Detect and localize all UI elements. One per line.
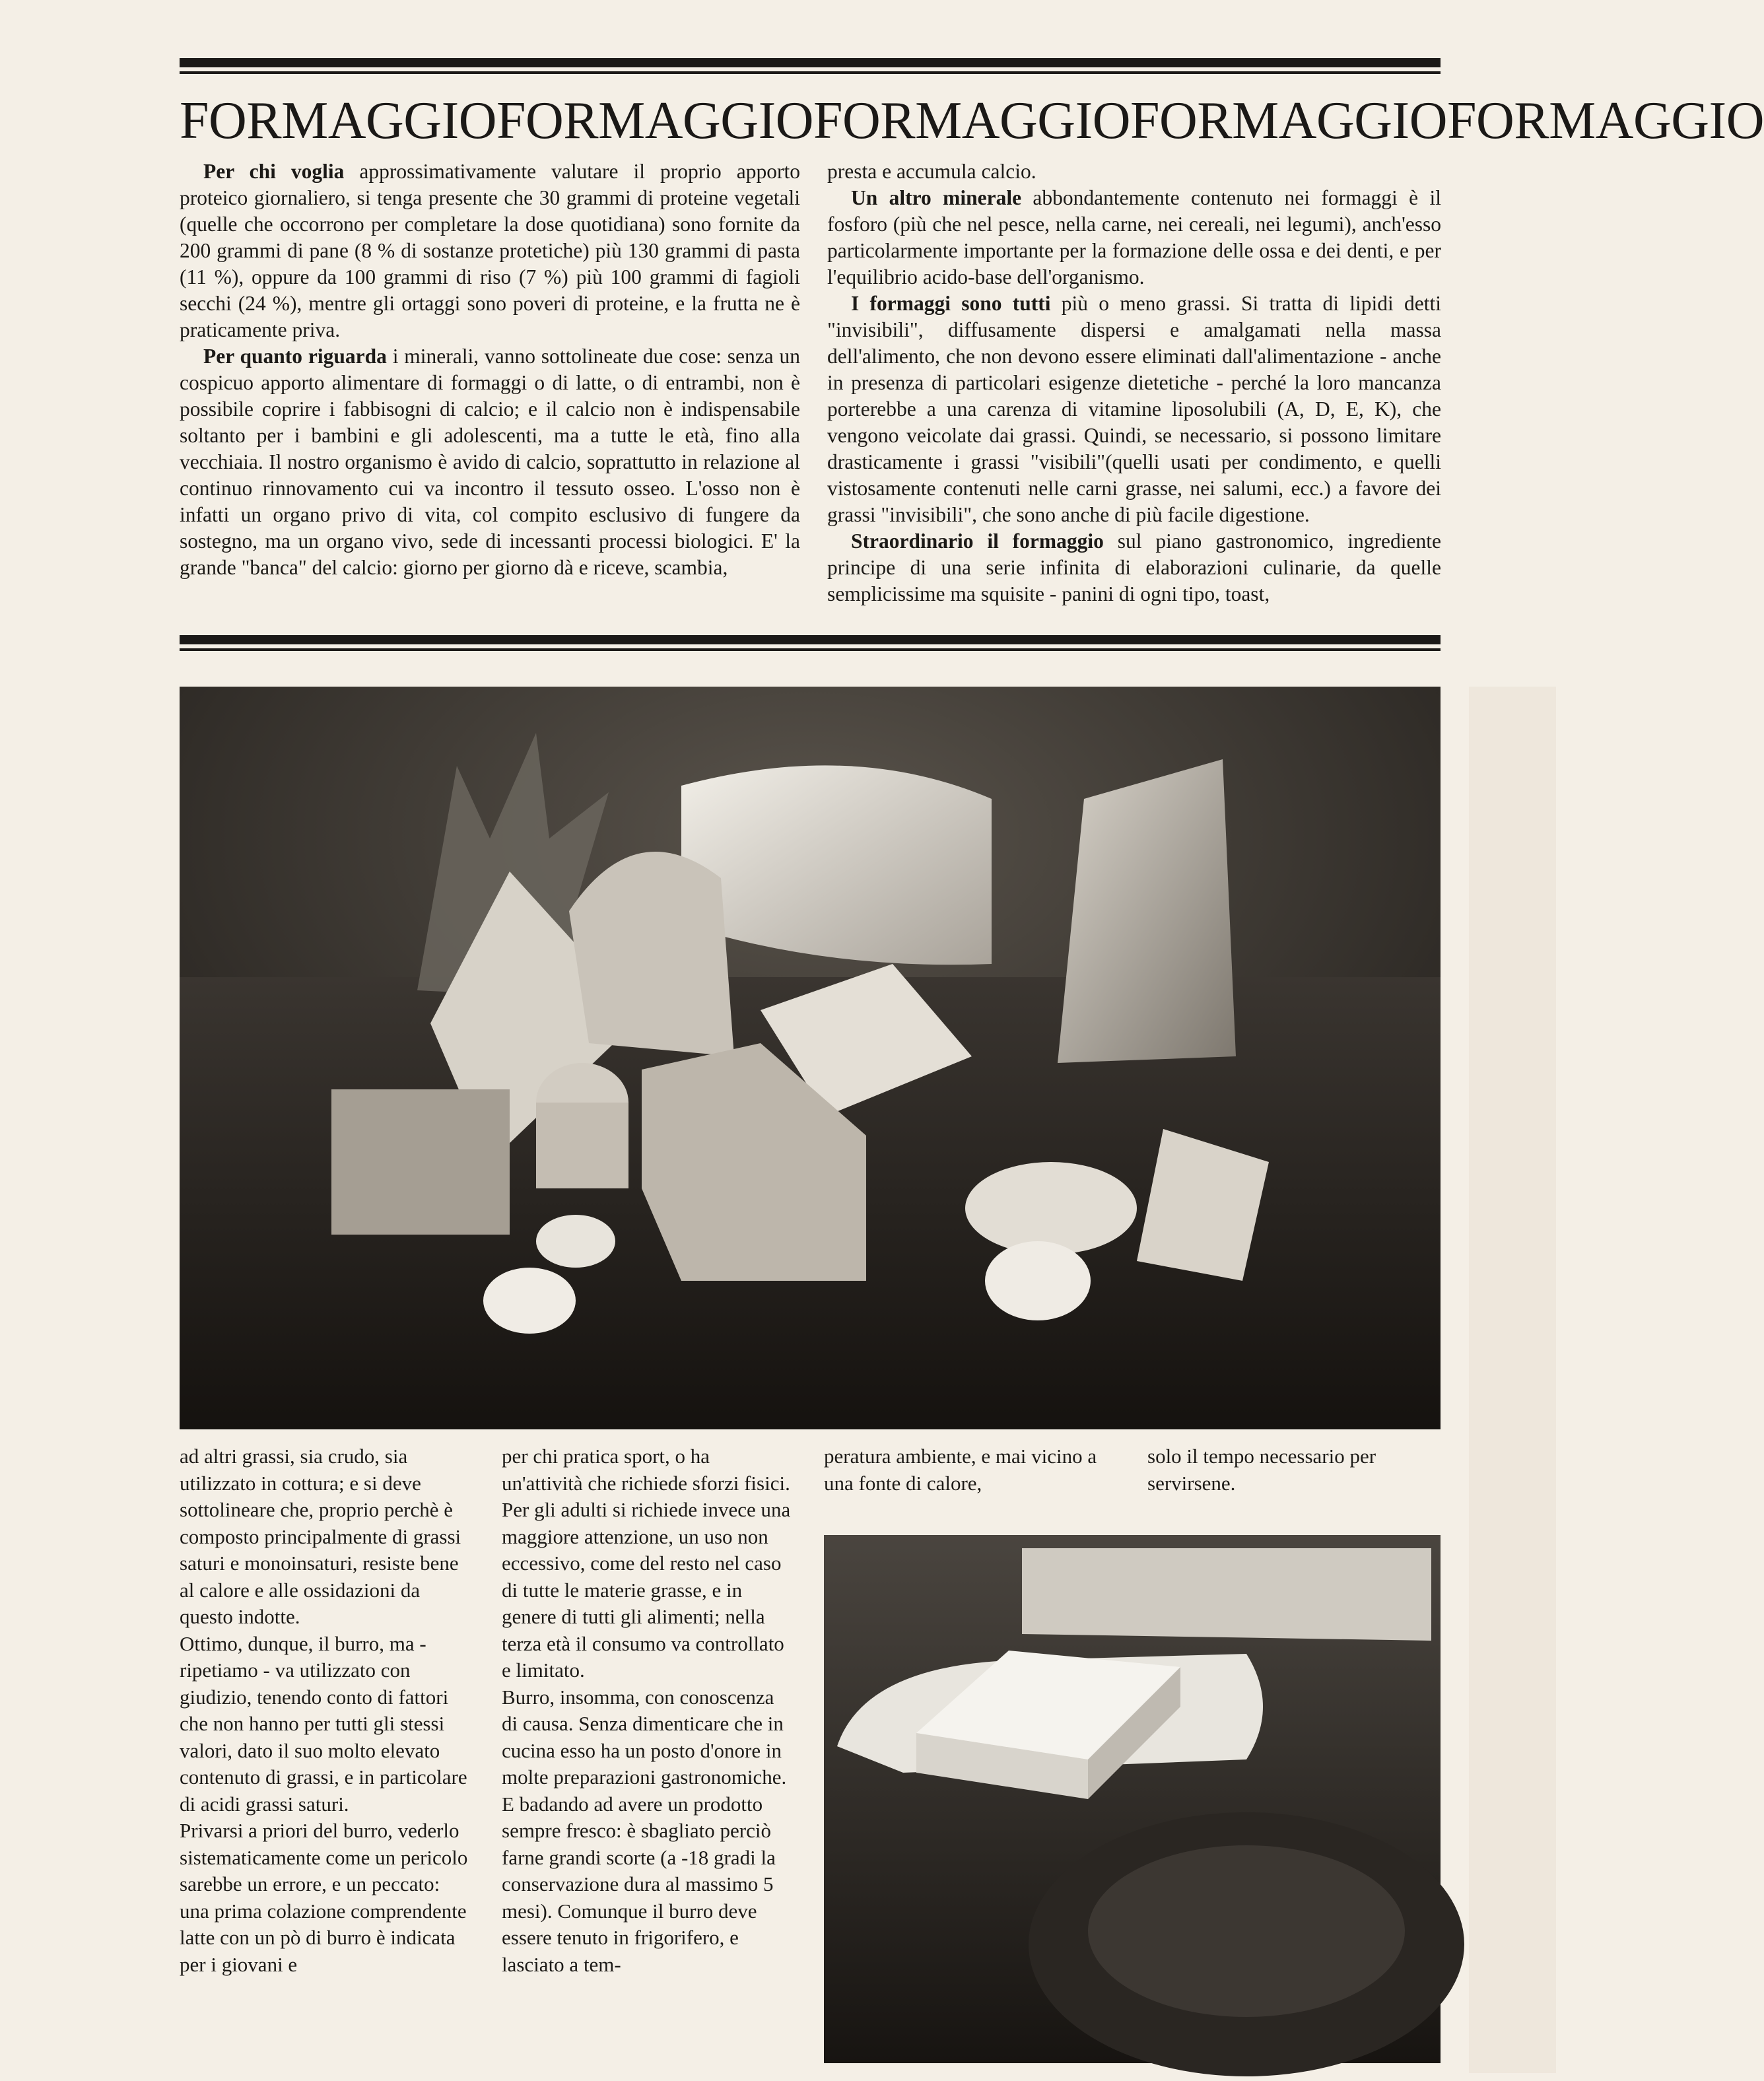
text-column-top-left — [180, 158, 800, 581]
paragraph-butter-adults: per chi pratica sport, o ha un'attività che richiede sforzi fisici. Per gli adulti si richiede invece una maggiore attenzione, un uso non eccessivo, come del resto nel caso di tutte le materie grasse, e in genere di tutti gli alimenti; nella terza età il consumo va controllato e limitato. — [502, 1445, 791, 1682]
paragraph-butter-storage: Burro, insomma, con conoscenza di causa. Senza dimenticare che in cucina esso ha un posto d'onore in molte preparazioni gastronomiche. E badando ad avere un prodotto sempre fresco: è sbagliato perciò farne grandi scorte (a -18 gradi la conservazione dura al massimo 5 mesi). Comunque il burro deve essere tenuto in frigorifero, e lasciato a tem- — [502, 1685, 787, 1976]
paragraph-butter-breakfast: Privarsi a priori del burro, vederlo sistematicamente come un pericolo sarebbe un errore, e un peccato: una prima colazione comprendente latte con un pò di burro è indicata per i giovani e — [180, 1819, 468, 1976]
lead-straordinario: Straordinario il formaggio — [851, 529, 1104, 553]
paragraph-butter-room-temp: peratura ambiente, e mai vicino a una fonte di calore, — [824, 1445, 1097, 1495]
divider-rule-thin — [180, 648, 1441, 651]
butter-photo — [824, 1535, 1441, 2063]
paragraph-butter-heat: ad altri grassi, sia crudo, sia utilizzato in cottura; e si deve sottolineare che, proprio perchè è composto principalmente di grassi saturi e monoinsaturi, resiste bene al calore e alle ossidazioni da questo indotte. — [180, 1445, 461, 1628]
paragraph-fats: più o meno grassi. Si tratta di lipidi detti "invisibili", diffusamente dispersi e amalgamati nella massa dell'alimento, che non devono essere eliminati dall'alimentazione - anche in presenza di particolari esigenze dietetiche - perché la loro mancanza porterebbe a una carenza di vitamine liposolubili (A, D, E, K), che vengono veicolate dai grassi. Quindi, se necessario, si possono limitare drasticamente i grassi "visibili"(quelli usati per condimento, e quelli vistosamente contenuti nelle carni grasse, nei salumi, ecc.) a favore dei grassi "invisibili", che sono anche di più facile digestione. — [827, 292, 1441, 526]
paragraph-protein: approssimativamente valutare il proprio apporto proteico giornaliero, si tenga presente che 30 grammi di proteine vegetali (quelle che occorrono per completare la dose quotidiana) sono fornite da 200 grammi di pane (8 % di sostanze protetiche) più 130 grammi di pasta (11 %), oppure da 100 grammi di riso (7 %) più 100 grammi di fagioli secchi (24 %), mentre gli ortaggi sono poveri di proteine, e la frutta ne è praticamente priva. — [180, 160, 800, 341]
butter-photo-illustration — [824, 1535, 1441, 2063]
cheese-photo-illustration — [180, 687, 1441, 1429]
paragraph-gastronomy: sul piano gastronomico, ingrediente principe di una serie infinita di elaborazioni culinarie, da quelle semplicissime ma squisite - panini di ogni tipo, toast, — [827, 529, 1441, 605]
lead-per-quanto-riguarda: Per quanto riguarda — [203, 345, 387, 368]
cheese-photo — [180, 687, 1441, 1429]
paragraph-phosphorus: abbondantemente contenuto nei formaggi è il fosforo (più che nel pesce, nella carne, nei cereali, nei legumi), anch'esso particolarmente importante per la formazione delle ossa e dei denti, e per l'equilibrio acido-base dell'organismo. — [827, 186, 1441, 289]
header-rule-thick — [180, 58, 1441, 67]
paragraph-butter-serving: solo il tempo necessario per servirsene. — [1147, 1445, 1376, 1495]
header-rule-thin — [180, 71, 1441, 74]
masthead-title: FORMAGGIOFORMAGGIOFORMAGGIOFORMAGGIOFORMAGGIO — [180, 92, 1764, 150]
text-column-bottom-2 — [502, 1443, 792, 1978]
text-column-top-right — [827, 158, 1441, 607]
paragraph-calcium-end: presta e accumula calcio. — [827, 160, 1036, 183]
lead-i-formaggi: I formaggi sono tutti — [851, 292, 1051, 315]
lead-un-altro-minerale: Un altro minerale — [851, 186, 1022, 209]
text-column-bottom-1 — [180, 1443, 470, 1978]
text-column-bottom-4 — [1147, 1443, 1438, 1497]
lead-per-chi-voglia: Per chi voglia — [203, 160, 345, 183]
paragraph-butter-judgement: Ottimo, dunque, il burro, ma - ripetiamo - va utilizzato con giudizio, tenendo conto di fattori che non hanno per tutti gli stessi valori, dato il suo molto elevato contenuto di grassi, e in particolare di acidi grassi saturi. — [180, 1631, 467, 1816]
text-column-bottom-3 — [824, 1443, 1114, 1497]
paragraph-minerals: i minerali, vanno sottolineate due cose: senza un cospicuo apporto alimentare di formaggi o di latte, o di entrambi, non è possibile coprire i fabbisogni di calcio; e il calcio non è indispensabile soltanto per i bambini e gli adolescenti, ma a tutte le età, fino alla vecchiaia. Il nostro organismo è avido di calcio, soprattutto in relazione al continuo rinnovamento cui va incontro il tessuto osseo. L'osso non è infatti un organo privo di vita, col compito esclusivo di fungere da sostegno, ma un organo vivo, sede di incessanti processi biologici. E' la grande "banca" del calcio: giorno per giorno dà e riceve, scambia, — [180, 345, 800, 579]
bleed-through-margin — [1469, 687, 1556, 2073]
divider-rule-thick — [180, 635, 1441, 644]
